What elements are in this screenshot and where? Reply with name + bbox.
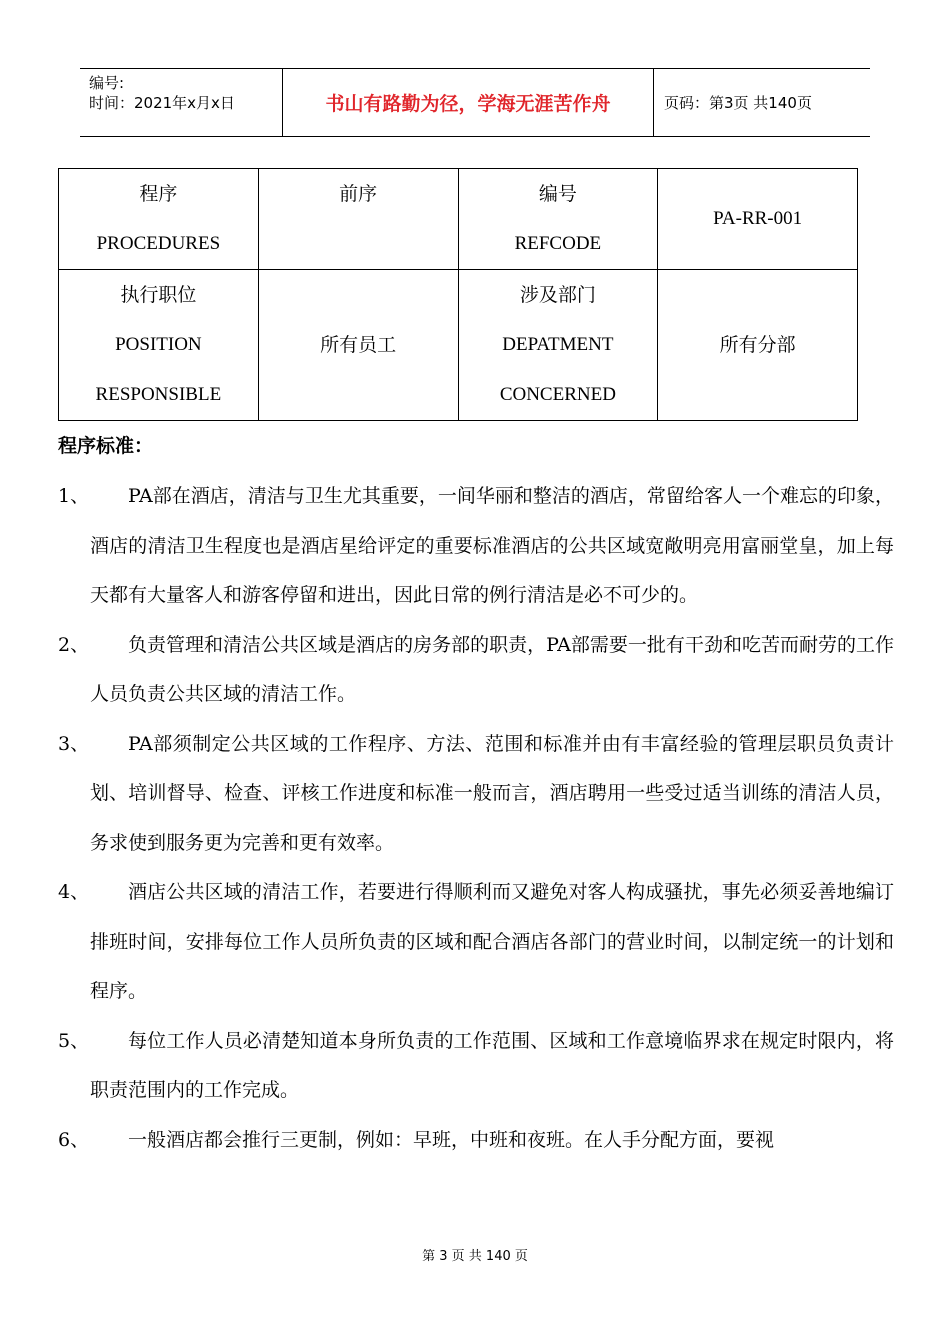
preface-label: 前序 [339, 183, 378, 205]
item-number: 1、 [58, 485, 90, 507]
position-value-cell [258, 270, 458, 421]
position-en1: POSITION [115, 334, 202, 355]
refcode-cell [458, 169, 658, 270]
info-row-1 [59, 169, 858, 270]
position-cn: 执行职位 [120, 284, 197, 306]
position-value: 所有员工 [320, 334, 397, 356]
header-meta [80, 69, 282, 136]
number-label: 编号: [89, 74, 125, 92]
procedures-en: PROCEDURES [96, 233, 221, 254]
item-text: 一般酒店都会推行三更制，例如：早班，中班和夜班。在人手分配方面，要视 [128, 1128, 775, 1151]
dept-cn: 涉及部门 [519, 284, 596, 306]
dept-value: 所有分部 [719, 334, 796, 356]
procedures-cn: 程序 [139, 183, 178, 205]
refcode-cn: 编号 [538, 183, 577, 205]
item-text: PA部在酒店，清洁与卫生尤其重要，一间华丽和整洁的酒店，常留给客人一个难忘的印象，酒店的清洁卫生程度也是酒店星给评定的重要标准酒店的公共区域宽敞明亮用富丽堂皇，加上每天都有大量客人和游客停留和进出，因此日常的例行清洁是必不可少的。 [90, 485, 894, 606]
list-item [58, 1017, 894, 1116]
position-cell [59, 270, 259, 421]
header-motto: 书山有路勤为径，学海无涯苦作舟 [282, 69, 654, 136]
dept-en2: CONCERNED [499, 384, 616, 405]
dept-value-cell [658, 270, 858, 421]
item-text: 每位工作人员必清楚知道本身所负责的工作范围、区域和工作意境临界求在规定时限内，将职责范围内的工作完成。 [90, 1029, 894, 1101]
list-item [58, 868, 894, 1017]
procedures-cell [59, 169, 259, 270]
refcode-en: REFCODE [514, 233, 602, 254]
item-number: 2、 [58, 633, 90, 656]
item-number: 6、 [58, 1128, 90, 1151]
list-item [58, 472, 894, 621]
item-number: 3、 [58, 732, 90, 755]
section-title: 程序标准： [58, 435, 154, 457]
item-text: 负责管理和清洁公共区域是酒店的房务部的职责，PA部需要一批有干劲和吃苦而耐劳的工作人员负责公共区域的清洁工作。 [90, 633, 894, 705]
refcode-value-cell [658, 169, 858, 270]
list-item [58, 720, 894, 869]
time-label: 时间：2021年x月x日 [89, 94, 235, 112]
list-item [58, 621, 894, 720]
dept-cell [458, 270, 658, 421]
procedure-info-table [58, 168, 858, 421]
header-page-label: 页码：第3页 共140页 [664, 94, 812, 112]
item-number: 4、 [58, 881, 90, 903]
item-text: PA部须制定公共区域的工作程序、方法、范围和标准并由有丰富经验的管理层职员负责计划、培训督导、检查、评核工作进度和标准一般而言，酒店聘用一些受过适当训练的清洁人员，务求使到服务更为完善和更有效率。 [90, 732, 894, 854]
refcode-value: PA-RR-001 [713, 208, 803, 229]
item-text: 酒店公共区域的清洁工作，若要进行得顺利而又避免对客人构成骚扰，事先必须妥善地编订排班时间，安排每位工作人员所负责的区域和配合酒店各部门的营业时间，以制定统一的计划和程序。 [90, 881, 894, 1002]
preface-cell [258, 169, 458, 270]
dept-en1: DEPATMENT [502, 334, 614, 355]
info-row-2 [59, 270, 858, 421]
item-number: 5、 [58, 1029, 90, 1052]
list-item [58, 1116, 894, 1166]
position-en2: RESPONSIBLE [95, 384, 222, 405]
procedure-list [58, 472, 894, 1165]
page-footer: 第 3 页 共 140 页 [422, 1249, 528, 1264]
page-header [80, 68, 870, 137]
